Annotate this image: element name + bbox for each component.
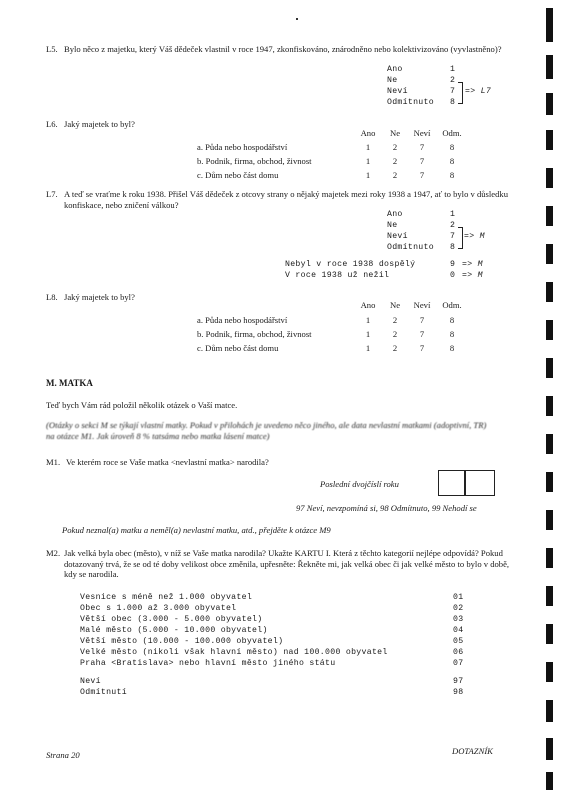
L8-row-code: 8 xyxy=(449,343,455,353)
section-title: M. MATKA xyxy=(46,378,93,388)
L8-header: Ano xyxy=(360,300,376,310)
question-id-L8: L8. xyxy=(46,292,58,302)
L7-extra-label: Nebyl v roce 1938 dospělý xyxy=(285,260,416,269)
M2-option-label: Malé město (5.000 - 10.000 obyvatel) xyxy=(80,626,268,635)
document-label: DOTAZNÍK xyxy=(452,746,493,756)
L8-row-code: 2 xyxy=(392,315,398,325)
scan-speck xyxy=(296,18,298,20)
scan-edge-mark xyxy=(546,548,553,568)
scan-edge-mark xyxy=(546,282,553,302)
L8-header: Neví xyxy=(413,300,431,310)
question-text-L6: Jaký majetek to byl? xyxy=(64,119,135,129)
L5-option-code: 7 xyxy=(450,87,456,96)
L6-row-code: 2 xyxy=(392,156,398,166)
M2-option-label: Vesnice s méně než 1.000 obyvatel xyxy=(80,593,253,602)
scan-edge-mark xyxy=(546,244,553,264)
scan-edge-mark xyxy=(546,168,553,188)
M2-option-code: 01 xyxy=(453,593,464,602)
M2-option-label: Velké město (nikoli však hlavní město) nad 100.000 obyvatel xyxy=(80,648,388,657)
question-id-L5: L5. xyxy=(46,44,58,54)
L6-header: Neví xyxy=(413,128,431,138)
scan-edge-mark xyxy=(546,472,553,492)
L8-row-code: 7 xyxy=(419,315,425,325)
year-digit-box[interactable] xyxy=(438,470,466,496)
L7-option-code: 8 xyxy=(450,243,456,252)
L6-row-label: c. Dům nebo část domu xyxy=(197,170,279,180)
smudged-instruction: (Otázky o sekci M se týkají vlastní matky. Pokud v přilohách je uvedeno něco jiného, ale data nevlastní matkami (adoptivní, TR) xyxy=(46,420,487,430)
smudged-instruction: na otázce M1. Jak úroveň 8 % tatsáma nebo matka lásení matce) xyxy=(46,431,270,441)
L7-option-label: Neví xyxy=(387,232,408,241)
M2-option-code: 04 xyxy=(453,626,464,635)
L5-option-label: Odmítnuto xyxy=(387,98,434,107)
M2-option-label: Odmítnutí xyxy=(80,688,127,697)
M1-codes: 97 Neví, nevzpomíná si, 98 Odmítnuto, 99 Nehodí se xyxy=(296,503,477,513)
question-id-M2: M2. xyxy=(46,548,61,558)
L6-row-code: 7 xyxy=(419,156,425,166)
L6-row-code: 7 xyxy=(419,142,425,152)
L8-row-code: 2 xyxy=(392,329,398,339)
L8-row-code: 1 xyxy=(365,315,371,325)
L8-row-label: a. Půda nebo hospodářství xyxy=(197,315,288,325)
L8-row-code: 2 xyxy=(392,343,398,353)
L6-row-code: 8 xyxy=(449,156,455,166)
question-id-L6: L6. xyxy=(46,119,58,129)
M2-option-label: Neví xyxy=(80,677,101,686)
skip-bracket xyxy=(458,82,463,104)
L6-header: Ano xyxy=(360,128,376,138)
L7-option-code: 2 xyxy=(450,221,456,230)
L6-row-code: 1 xyxy=(365,156,371,166)
L8-row-code: 8 xyxy=(449,315,455,325)
L7-extra-code: 0 xyxy=(450,271,456,280)
L6-row-label: b. Podnik, firma, obchod, živnost xyxy=(197,156,312,166)
M1-filter-instruction: Pokud neznal(a) matku a neměl(a) nevlastní matku, atd., přejděte k otázce M9 xyxy=(62,525,331,535)
L5-option-code: 8 xyxy=(450,98,456,107)
M2-option-label: Praha <Bratislava> nebo hlavní město jiného státu xyxy=(80,659,336,668)
L7-option-label: Ano xyxy=(387,210,403,219)
question-text-L7: A teď se vraťme k roku 1938. Přišel Váš dědeček z otcovy strany o nějaký majetek mezi roky 1938 a 1947, ať to bylo v důsledku konfiskace, nebo zničení válkou? xyxy=(64,189,508,210)
L5-option-code: 1 xyxy=(450,65,456,74)
L8-row-code: 1 xyxy=(365,329,371,339)
scan-edge-mark xyxy=(546,93,553,115)
L8-row-code: 1 xyxy=(365,343,371,353)
M2-option-label: Větší město (10.000 - 100.000 obyvatel) xyxy=(80,637,284,646)
L8-header: Ne xyxy=(389,300,401,310)
scan-edge-mark xyxy=(546,434,553,454)
L5-option-label: Neví xyxy=(387,87,408,96)
L7-option-label: Odmítnuto xyxy=(387,243,434,252)
scan-edge-mark xyxy=(546,510,553,530)
question-id-M1: M1. xyxy=(46,457,61,467)
L5-option-label: Ne xyxy=(387,76,398,85)
M2-option-code: 97 xyxy=(453,677,464,686)
M2-option-code: 05 xyxy=(453,637,464,646)
question-id-L7: L7. xyxy=(46,189,58,199)
M2-option-label: Obec s 1.000 až 3.000 obyvatel xyxy=(80,604,237,613)
L7-extra-skip: => M xyxy=(462,260,483,269)
L6-row-code: 1 xyxy=(365,170,371,180)
L6-row-code: 2 xyxy=(392,142,398,152)
L8-row-label: c. Dům nebo část domu xyxy=(197,343,279,353)
scan-edge-mark xyxy=(546,358,553,378)
year-digit-box[interactable] xyxy=(464,470,495,496)
L7-extra-skip: => M xyxy=(462,271,483,280)
L6-row-code: 8 xyxy=(449,142,455,152)
scan-edge-mark xyxy=(546,772,553,790)
L8-row-label: b. Podnik, firma, obchod, živnost xyxy=(197,329,312,339)
scan-edge-mark xyxy=(546,700,553,722)
scan-edge-mark xyxy=(546,662,553,682)
L5-option-code: 2 xyxy=(450,76,456,85)
year-label: Poslední dvojčíslí roku xyxy=(320,479,399,489)
L7-option-label: Ne xyxy=(387,221,398,230)
L6-row-label: a. Půda nebo hospodářství xyxy=(197,142,288,152)
scan-edge-mark xyxy=(546,624,553,644)
M2-option-code: 02 xyxy=(453,604,464,613)
scan-edge-mark xyxy=(546,55,553,79)
question-text-L5: Bylo něco z majetku, který Váš dědeček vlastnil v roce 1947, zkonfiskováno, znárodněno nebo kolektivizováno (vyvlastněno)? xyxy=(64,44,502,54)
scan-edge-mark xyxy=(546,320,553,340)
L8-row-code: 8 xyxy=(449,329,455,339)
section-intro: Teď bych Vám rád položil několik otázek o Vaší matce. xyxy=(46,400,238,410)
page-number: Strana 20 xyxy=(46,750,80,760)
L7-option-code: 7 xyxy=(450,232,456,241)
question-text-L8: Jaký majetek to byl? xyxy=(64,292,135,302)
M2-option-code: 03 xyxy=(453,615,464,624)
question-text-M1: Ve kterém roce se Vaše matka <nevlastní matka> narodila? xyxy=(66,457,269,467)
M2-option-code: 98 xyxy=(453,688,464,697)
L8-row-code: 7 xyxy=(419,329,425,339)
scan-edge-mark xyxy=(546,396,553,416)
L7-option-code: 1 xyxy=(450,210,456,219)
M2-option-code: 07 xyxy=(453,659,464,668)
L6-row-code: 1 xyxy=(365,142,371,152)
L7-extra-code: 9 xyxy=(450,260,456,269)
L6-row-code: 2 xyxy=(392,170,398,180)
scan-edge-mark xyxy=(546,8,553,42)
L7-extra-label: V roce 1938 už nežil xyxy=(285,271,390,280)
scan-edge-mark xyxy=(546,206,553,226)
L5-skip-instruction: => L7 xyxy=(465,87,492,96)
L6-row-code: 7 xyxy=(419,170,425,180)
scan-edge-mark xyxy=(546,130,553,150)
skip-bracket xyxy=(458,227,463,249)
L6-row-code: 8 xyxy=(449,170,455,180)
M2-option-label: Větší obec (3.000 - 5.000 obyvatel) xyxy=(80,615,263,624)
L8-row-code: 7 xyxy=(419,343,425,353)
L8-header: Odm. xyxy=(442,300,462,310)
L6-header: Ne xyxy=(389,128,401,138)
scan-edge-mark xyxy=(546,738,553,760)
L6-header: Odm. xyxy=(442,128,462,138)
L7-skip-instruction: => M xyxy=(464,232,485,241)
scan-edge-mark xyxy=(546,586,553,606)
L5-option-label: Ano xyxy=(387,65,403,74)
M2-option-code: 06 xyxy=(453,648,464,657)
question-text-M2: Jak velká byla obec (město), v níž se Vaše matka narodila? Ukažte KARTU I. Která z těchto kategorií nejlépe odpovídá? Pokud dotazovaný trvá, že se od té doby velikost obce změnila, upřesněte: Řekněte mi, jak velká obec či jak velké město to bylo v době, kdy se narodila. xyxy=(64,548,510,579)
